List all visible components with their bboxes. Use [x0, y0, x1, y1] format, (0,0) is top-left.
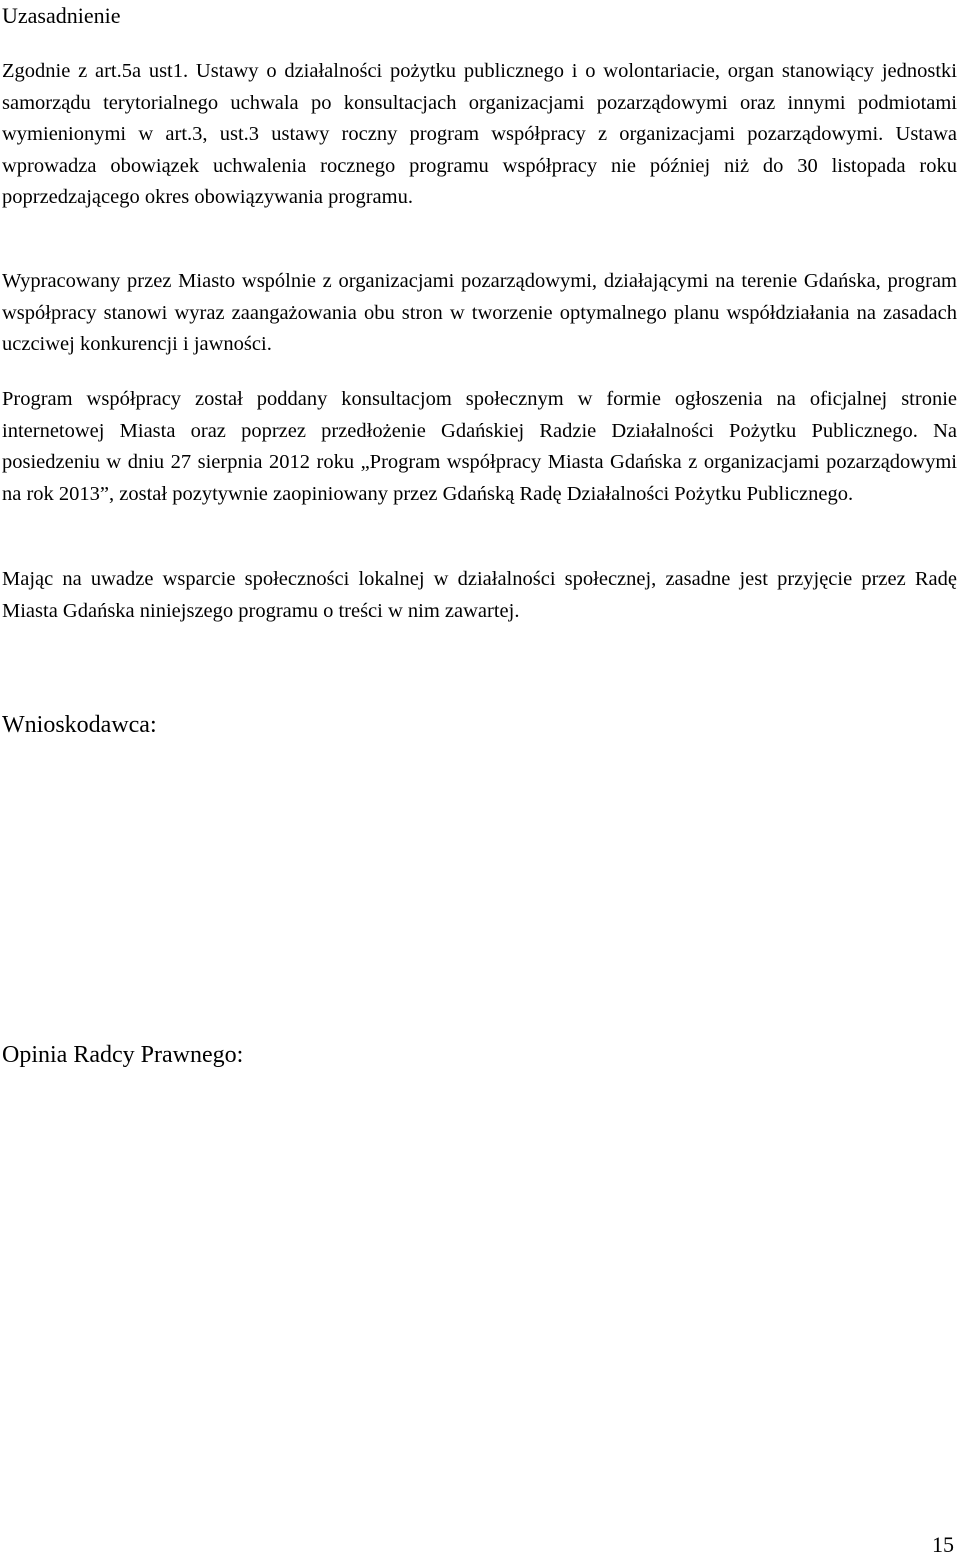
paragraph-program-description: Wypracowany przez Miasto wspólnie z organizacjami pozarządowymi, działającymi na terenie Gdańska, program współpracy stanowi wyraz zaangażowania obu stron w tworzenie optymalnego planu współdziałania na zasadach uczciwej konkurencji i jawności.	[2, 270, 957, 355]
paragraph-conclusion: Mając na uwadze wsparcie społeczności lokalnej w działalności społecznej, zasadne jest przyjęcie przez Radę Miasta Gdańska niniejszego programu o treści w nim zawartej.	[2, 568, 957, 622]
page-number: 15	[932, 1532, 954, 1557]
paragraph-consultations: Program współpracy został poddany konsultacjom społecznym w formie ogłoszenia na oficjalnej stronie internetowej Miasta oraz poprzez przedłożenie Gdańskiej Radzie Działalności Pożytku Publicznego. Na posiedzeniu w dniu 27 sierpnia 2012 roku „Program współpracy Miasta Gdańska z organizacjami pozarządowymi na rok 2013”, został pozytywnie zaopiniowany przez Gdańską Radę Działalności Pożytku Publicznego.	[2, 388, 957, 505]
document-heading: Uzasadnienie	[2, 3, 121, 28]
paragraph-legal-basis: Zgodnie z art.5a ust1. Ustawy o działalności pożytku publicznego i o wolontariacie, organ stanowiący jednostki samorządu terytorialnego uchwala po konsultacjach organizacjami pozarządowymi oraz innymi podmiotami wymienionymi w art.3, ust.3 ustawy roczny program współpracy z organizacjami pozarządowymi. Ustawa wprowadza obowiązek uchwalenia rocznego programu współpracy nie później niż do 30 listopada roku poprzedzającego okres obowiązywania programu.	[2, 60, 957, 208]
legal-opinion-label: Opinia Radcy Prawnego:	[2, 1042, 244, 1068]
applicant-label: Wnioskodawca:	[2, 712, 157, 738]
